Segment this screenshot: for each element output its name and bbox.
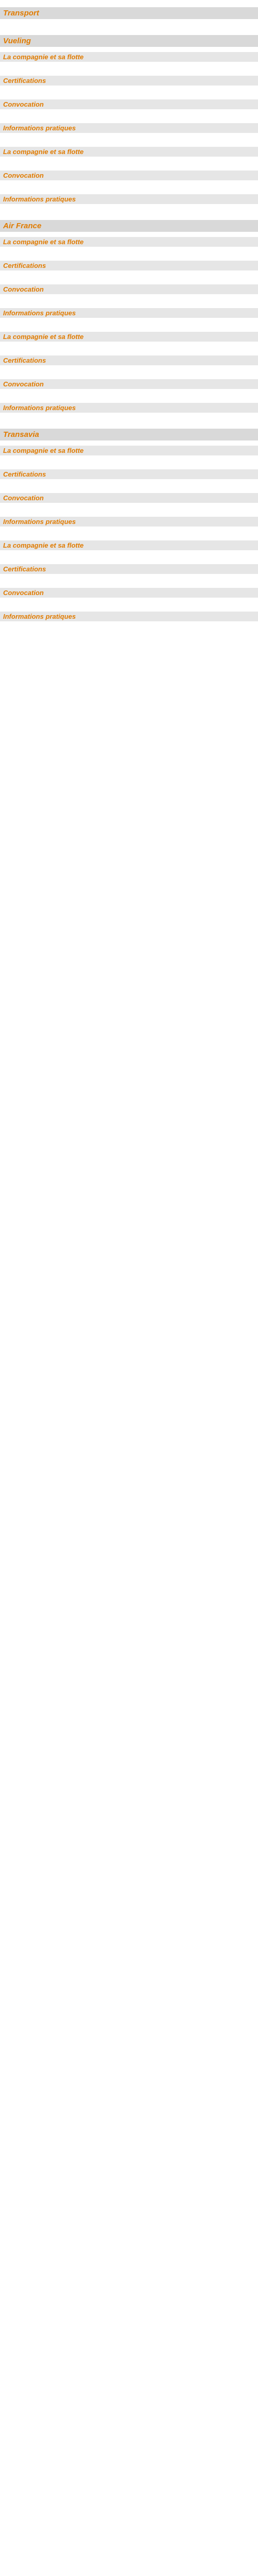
subsection-heading: La compagnie et sa flotte	[3, 148, 84, 156]
body-paragraph	[3, 457, 255, 464]
body-paragraph	[3, 367, 255, 374]
body-paragraph	[3, 529, 255, 535]
section-heading-bar	[0, 35, 258, 47]
subsection-heading-bar	[0, 123, 258, 133]
body-paragraph	[3, 296, 255, 303]
body-paragraph	[3, 64, 255, 71]
subsection-heading-bar	[0, 99, 258, 109]
subsection-heading: La compagnie et sa flotte	[3, 238, 84, 246]
subsection-heading-bar	[0, 517, 258, 527]
subsection-heading: Informations pratiques	[3, 518, 76, 526]
subsection-heading-bar	[0, 332, 258, 342]
subsection-heading: Informations pratiques	[3, 309, 76, 317]
section-heading-bar	[0, 429, 258, 440]
subsection-heading-bar	[0, 261, 258, 270]
subsection-heading: La compagnie et sa flotte	[3, 447, 84, 454]
subsection-heading-bar	[0, 564, 258, 574]
subsection-heading: Certifications	[3, 357, 46, 364]
subsection-heading-bar	[0, 308, 258, 318]
subsection-heading-bar	[0, 76, 258, 86]
body-paragraph	[3, 505, 255, 512]
subsection-heading-bar	[0, 379, 258, 389]
subsection-heading-bar	[0, 194, 258, 204]
body-paragraph	[3, 344, 255, 350]
subsection-heading: Certifications	[3, 565, 46, 573]
subsection-heading: Convocation	[3, 589, 44, 597]
subsection-heading: La compagnie et sa flotte	[3, 333, 84, 341]
subsection-heading: La compagnie et sa flotte	[3, 53, 84, 61]
subsection-heading: Informations pratiques	[3, 613, 76, 620]
body-paragraph	[3, 576, 255, 583]
body-paragraph	[3, 391, 255, 398]
section-heading: Transport	[3, 9, 39, 18]
subsection-heading: Convocation	[3, 380, 44, 388]
body-paragraph	[3, 552, 255, 559]
section-heading-bar	[0, 7, 258, 19]
subsection-heading-bar	[0, 403, 258, 413]
body-paragraph	[3, 111, 255, 118]
body-paragraph	[3, 182, 255, 189]
subsection-heading: Informations pratiques	[3, 124, 76, 132]
body-paragraph	[3, 21, 255, 28]
subsection-heading-bar	[0, 588, 258, 598]
subsection-heading-bar	[0, 469, 258, 479]
subsection-heading: Convocation	[3, 494, 44, 502]
body-paragraph	[3, 320, 255, 327]
subsection-heading-bar	[0, 171, 258, 180]
body-paragraph	[3, 206, 255, 213]
subsection-heading: Certifications	[3, 470, 46, 478]
body-paragraph	[3, 415, 255, 421]
subsection-heading-bar	[0, 52, 258, 62]
body-paragraph	[3, 159, 255, 165]
body-paragraph	[3, 600, 255, 606]
body-paragraph	[3, 249, 255, 256]
section-heading: Transavia	[3, 430, 39, 439]
subsection-heading-bar	[0, 284, 258, 294]
section-heading-bar	[0, 220, 258, 232]
document-page	[0, 7, 258, 655]
subsection-heading-bar	[0, 355, 258, 365]
subsection-heading: La compagnie et sa flotte	[3, 541, 84, 549]
body-paragraph	[3, 623, 255, 630]
body-paragraph	[3, 481, 255, 488]
subsection-heading-bar	[0, 446, 258, 455]
body-paragraph	[3, 135, 255, 142]
subsection-heading: Informations pratiques	[3, 195, 76, 203]
subsection-heading-bar	[0, 493, 258, 503]
body-paragraph	[3, 273, 255, 279]
section-heading: Vueling	[3, 37, 31, 45]
subsection-heading-bar	[0, 237, 258, 247]
subsection-heading: Certifications	[3, 262, 46, 269]
subsection-heading-bar	[0, 612, 258, 621]
subsection-heading-bar	[0, 540, 258, 550]
subsection-heading: Convocation	[3, 172, 44, 179]
subsection-heading: Convocation	[3, 285, 44, 293]
subsection-heading: Convocation	[3, 100, 44, 108]
body-paragraph	[3, 88, 255, 94]
subsection-heading: Informations pratiques	[3, 404, 76, 412]
subsection-heading: Certifications	[3, 77, 46, 84]
section-heading: Air France	[3, 222, 42, 230]
subsection-heading-bar	[0, 147, 258, 157]
